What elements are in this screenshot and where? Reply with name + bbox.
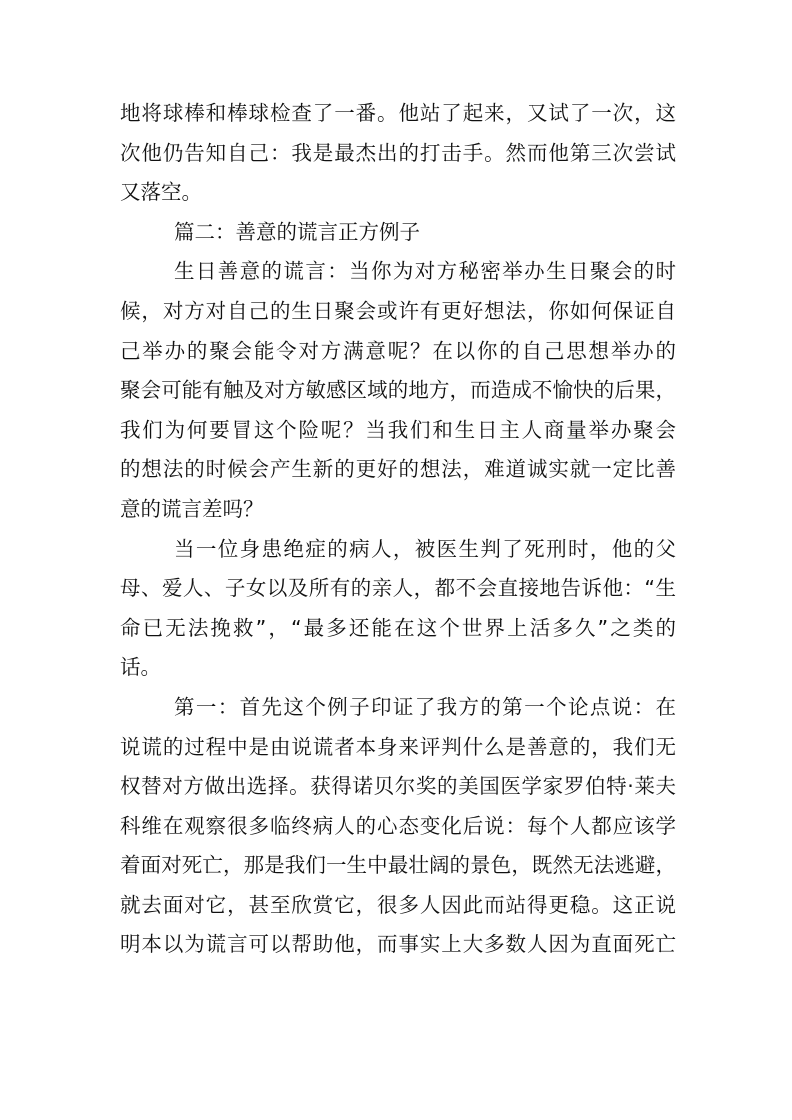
text-line: 生日善意的谎言：当你为对方秘密举办生日聚会的时 [174, 259, 676, 284]
text-line: 己举办的聚会能令对方满意呢？在以你的自己思想举办的 [120, 338, 676, 363]
section-heading: 篇二：善意的谎言正方例子 [174, 219, 420, 244]
body-text [120, 94, 676, 965]
text-line: 第一：首先这个例子印证了我方的第一个论点说：在 [174, 694, 676, 719]
text-line: 明本以为谎言可以帮助他，而事实上大多数人因为直面死亡 [120, 932, 676, 957]
text-line: 聚会可能有触及对方敏感区域的地方，而造成不愉快的后果， [120, 378, 676, 403]
text-line: 命已无法挽救”，“最多还能在这个世界上活多久”之类的 [120, 615, 676, 640]
text-line: 我们为何要冒这个险呢？当我们和生日主人商量举办聚会 [120, 417, 676, 442]
text-line: 着面对死亡，那是我们一生中最壮阔的景色，既然无法逃避， [120, 853, 676, 878]
text-line: 意的谎言差吗？ [120, 496, 264, 521]
text-line: 说谎的过程中是由说谎者本身来评判什么是善意的，我们无 [120, 734, 676, 759]
text-line: 权替对方做出选择。获得诺贝尔奖的美国医学家罗伯特·莱夫 [120, 774, 676, 799]
text-line: 候，对方对自己的生日聚会或许有更好想法，你如何保证自 [120, 298, 676, 323]
text-line: 话。 [120, 655, 161, 680]
text-line: 就去面对它，甚至欣赏它，很多人因此而站得更稳。这正说 [120, 892, 676, 917]
text-line: 当一位身患绝症的病人，被医生判了死刑时，他的父 [174, 536, 676, 561]
text-line: 地将球棒和棒球检查了一番。他站了起来，又试了一次，这 [120, 101, 676, 125]
text-line: 次他仍告知自己：我是最杰出的打击手。然而他第三次尝试 [120, 140, 676, 165]
text-line: 母、爱人、子女以及所有的亲人，都不会直接地告诉他：“生 [120, 576, 676, 601]
text-line: 科维在观察很多临终病人的心态变化后说：每个人都应该学 [120, 813, 676, 838]
text-line: 的想法的时候会产生新的更好的想法，难道诚实就一定比善 [120, 457, 676, 482]
text-line: 又落空。 [120, 180, 202, 205]
